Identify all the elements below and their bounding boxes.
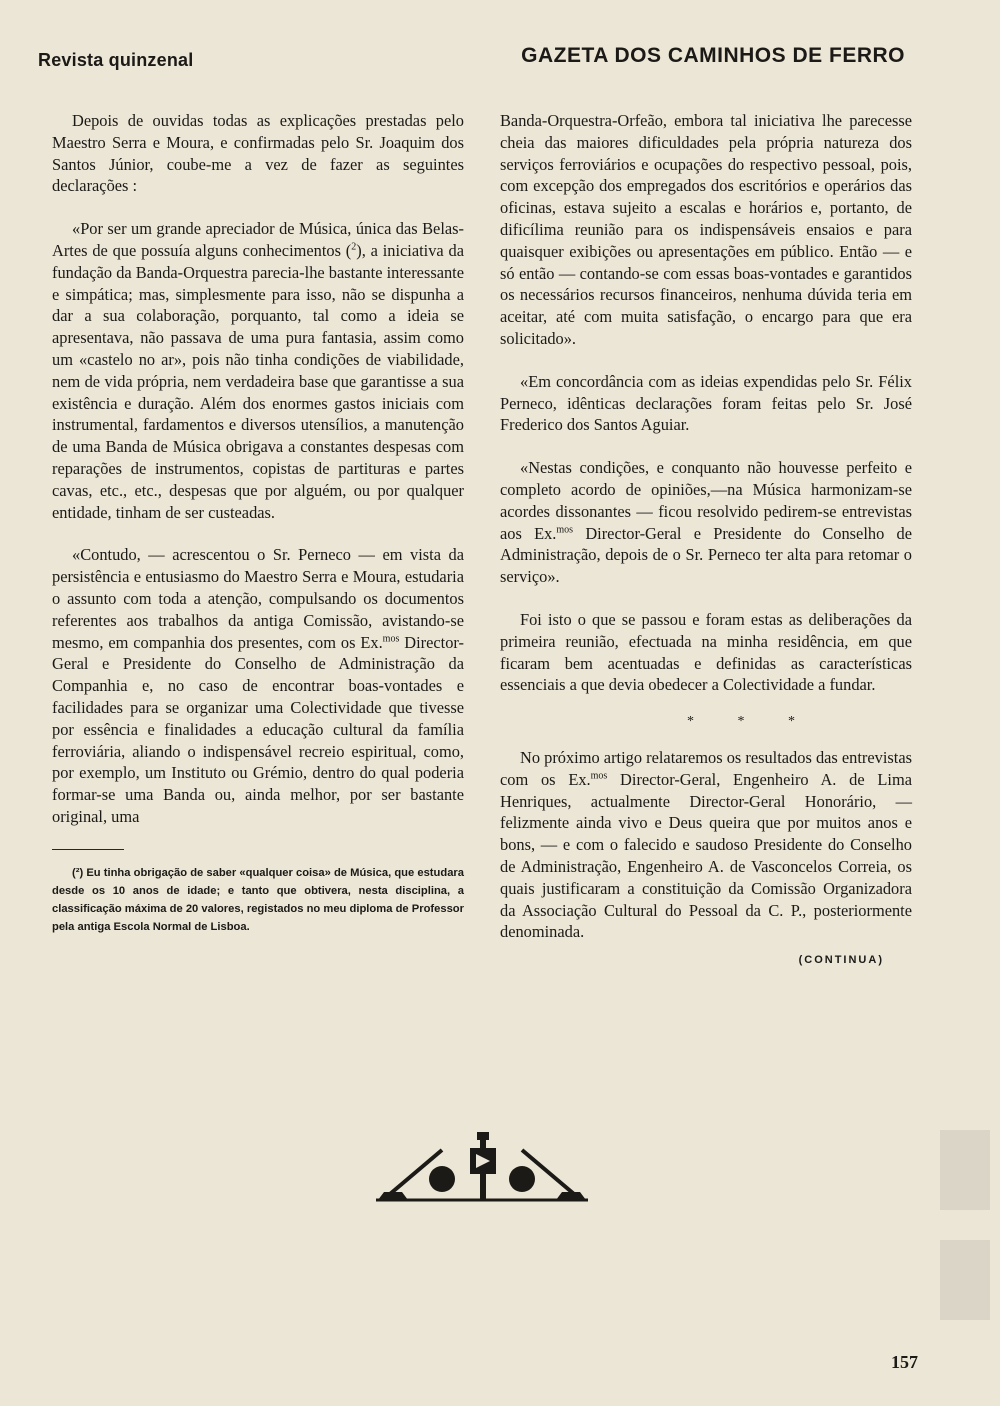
running-header-title: GAZETA DOS CAMINHOS DE FERRO <box>521 44 905 67</box>
paragraph: Banda-Orquestra-Orfeão, embora tal iniciativa lhe parecesse cheia das maiores dificuldades pela própria natureza dos serviços ferroviários e ocupações do respectivo pessoal, pois, com excepção dos empregados dos escritórios e operários das oficinas, estava sujeito a escalas e horários e, portanto, de dificílima reunião para os indispensáveis ensaios e para quaisquer exibições ou apresentações em público. Então — e só então — contando-se com essas boas-vontades e garantidos os necessários recursos financeiros, nenhuma dúvida teria em aceitar, até com muita satisfação, o encargo para que era solicitado». <box>500 111 912 348</box>
show-through-letters <box>930 1120 1000 1330</box>
section-separator: * * * <box>687 714 815 730</box>
right-column <box>500 110 912 972</box>
footnote-divider <box>52 849 124 850</box>
left-column <box>52 110 464 957</box>
superscript: mos <box>556 524 574 536</box>
paragraph: «Por ser um grande apreciador de Música, única das Belas-Artes de que possuía alguns conhecimentos ($^2$), a iniciativa da fundação da Banda-Orquestra parecia-lhe bastante interessante e simpática; mas, simplesmente para isso, não se dispunha a dar a sua colaboração, porquanto, tal como a ideia se apresentava, não passava de uma pura fantasia, assim como um «castelo no ar», pois não tinha condições de viabilidade, nem de vida própria, nem verdadeira base que garantisse a sua existência e duração. Além dos enormes gastos iniciais com instrumental, fardamentos e diversos utensílios, a manutenção de uma Banda de Música obrigava a constantes despesas com reparações de instrumentos, copistas de partituras e partes cavas, etc., etc., despesas que por alguém, ou por qualquer entidade, tinham de ser custeadas. <box>52 219 464 522</box>
paragraph: «Nestas condições, e conquanto não houvesse perfeito e completo acordo de opiniões,—na Música harmonizam-se acordes dissonantes — ficou resolvido pedirem-se entrevistas aos Ex.$^{mos}$ Director-Geral e Presidente do Conselho de Administração, depois de o Sr. Perneco ter alta para retomar o serviço». <box>500 458 912 587</box>
paragraph: Depois de ouvidas todas as explicações prestadas pelo Maestro Serra e Moura, e confirmadas pelo Sr. Joaquim dos Santos Júnior, coube-me a vez de fazer as seguintes declarações : <box>52 111 464 196</box>
continued-label: (CONTINUA) <box>798 954 884 967</box>
running-header-left: Revista quinzenal <box>38 50 194 70</box>
railway-emblem-icon <box>372 1128 592 1208</box>
paragraph: No próximo artigo relataremos os resultados das entrevistas com os Ex.$^{mos}$ Director-Geral, Engenheiro A. de Lima Henriques, actualmente Director-Geral Honorário, — felizmente ainda vivo e Deus queira que por muitos anos e bons, — e com o falecido e saudoso Presidente do Conselho de Administração, Engenheiro A. de Vasconcelos Correia, os quais justificaram a constituição da Comissão Organizadora da Associação Cultural do Pessoal da C. P., posteriormente denominada. <box>500 747 912 942</box>
paragraph: «Contudo, — acrescentou o Sr. Perneco — em vista da persistência e entusiasmo do Maestro Serra e Moura, estudaria o assunto com toda a atenção, compulsando os documentos referentes aos trabalhos da antiga Comissão, avistando-se mesmo, em companhia dos presentes, com os Ex.$^{mos}$ Director-Geral e Presidente do Conselho de Administração da Companhia e, no caso de encontrar boas-vontades e facilidades para se organizar uma Colectividade que tivesse por essência e finalidades a educação cultural da família ferroviária, aliando o indispensável recreio espiritual, como, por exemplo, um Instituto ou Grémio, dentro do qual poderia formar-se uma Banda ou, ainda melhor, por ser bastante original, uma <box>52 545 464 826</box>
superscript: mos <box>590 770 608 782</box>
paragraph: «Em concordância com as ideias expendidas pelo Sr. Félix Perneco, idênticas declarações foram feitas pelo Sr. José Frederico dos Santos Aguiar. <box>500 371 912 435</box>
paragraph: Foi isto o que se passou e foram estas as deliberações da primeira reunião, efectuada na minha residência, em que ficaram bem acentuadas e definidas as características essenciais a que devia obedecer a Colectividade a fundar. <box>500 609 912 695</box>
page-number: 157 <box>891 1352 918 1372</box>
footnote: (²) Eu tinha obrigação de saber «qualquer coisa» de Música, que estudara desde os 10 anos de idade; e tanto que obtivera, nesta disciplina, a classificação máxima de 20 valores, registados no meu diploma de Professor pela antiga Escola Normal de Lisboa. <box>52 866 464 933</box>
footnote-reference: 2 <box>351 241 357 253</box>
superscript: mos <box>382 633 400 645</box>
